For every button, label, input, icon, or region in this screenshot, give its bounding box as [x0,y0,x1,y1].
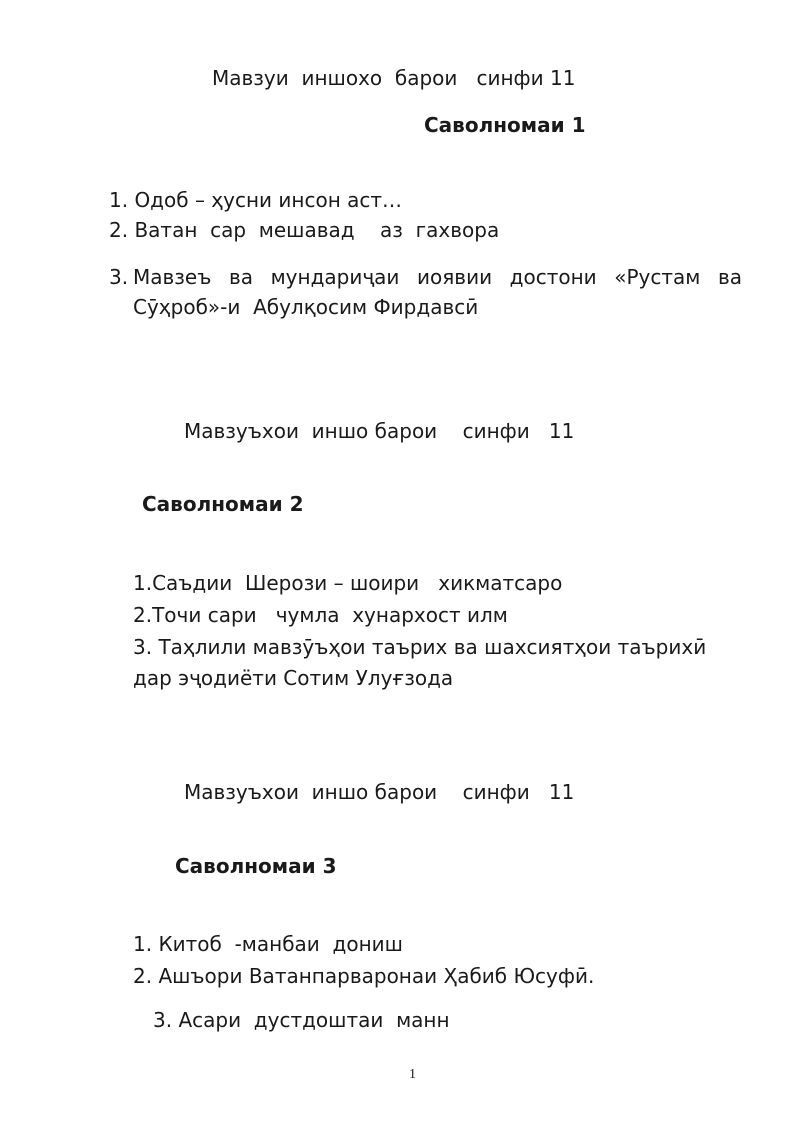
section-1-item-3-line-2: Сӯҳроб»-и Абулқосим Фирдавсӣ [133,295,479,319]
section-1-item-3-number: 3. [109,265,129,289]
section-3-item-3: 3. Асари дустдоштаи манн [153,1008,450,1032]
section-1-item-3-line-1 [133,265,742,289]
section-1-heading: Мавзуи иншохо барои синфи 11 [212,66,576,90]
section-2-item-3-continued: дар эҷодиёти Сотим Улуғзода [133,666,454,690]
section-3-item-1: 1. Китоб -манбаи дониш [133,932,403,956]
section-1-item-1: 1. Одоб – ҳусни инсон аст… [109,188,403,212]
section-2-subheading: Саволномаи 2 [142,492,304,516]
section-3-item-2: 2. Ашъори Ватанпарваронаи Ҳабиб Юсуфӣ. [133,964,595,988]
section-3-subheading: Саволномаи 3 [175,854,337,878]
section-2-item-2: 2.Точи сари чумла хунархост илм [133,603,508,627]
section-1-item-3-line-1-text: Мавзеъ ва мундариҷаи иоявии достони «Рустам ва [133,265,742,289]
section-1-subheading: Саволномаи 1 [424,113,586,137]
section-2-heading: Мавзуъхои иншо барои синфи 11 [184,419,575,443]
page-number: 1 [409,1067,416,1082]
section-1-item-2: 2. Ватан сар мешавад аз гахвора [109,218,500,242]
section-2-item-1: 1.Саъдии Шерози – шоири хикматсаро [133,571,563,595]
section-3-heading: Мавзуъхои иншо барои синфи 11 [184,780,575,804]
section-2-item-3: 3. Таҳлили мавзӯъҳои таърих ва шахсиятҳои таърихӣ [133,635,707,659]
